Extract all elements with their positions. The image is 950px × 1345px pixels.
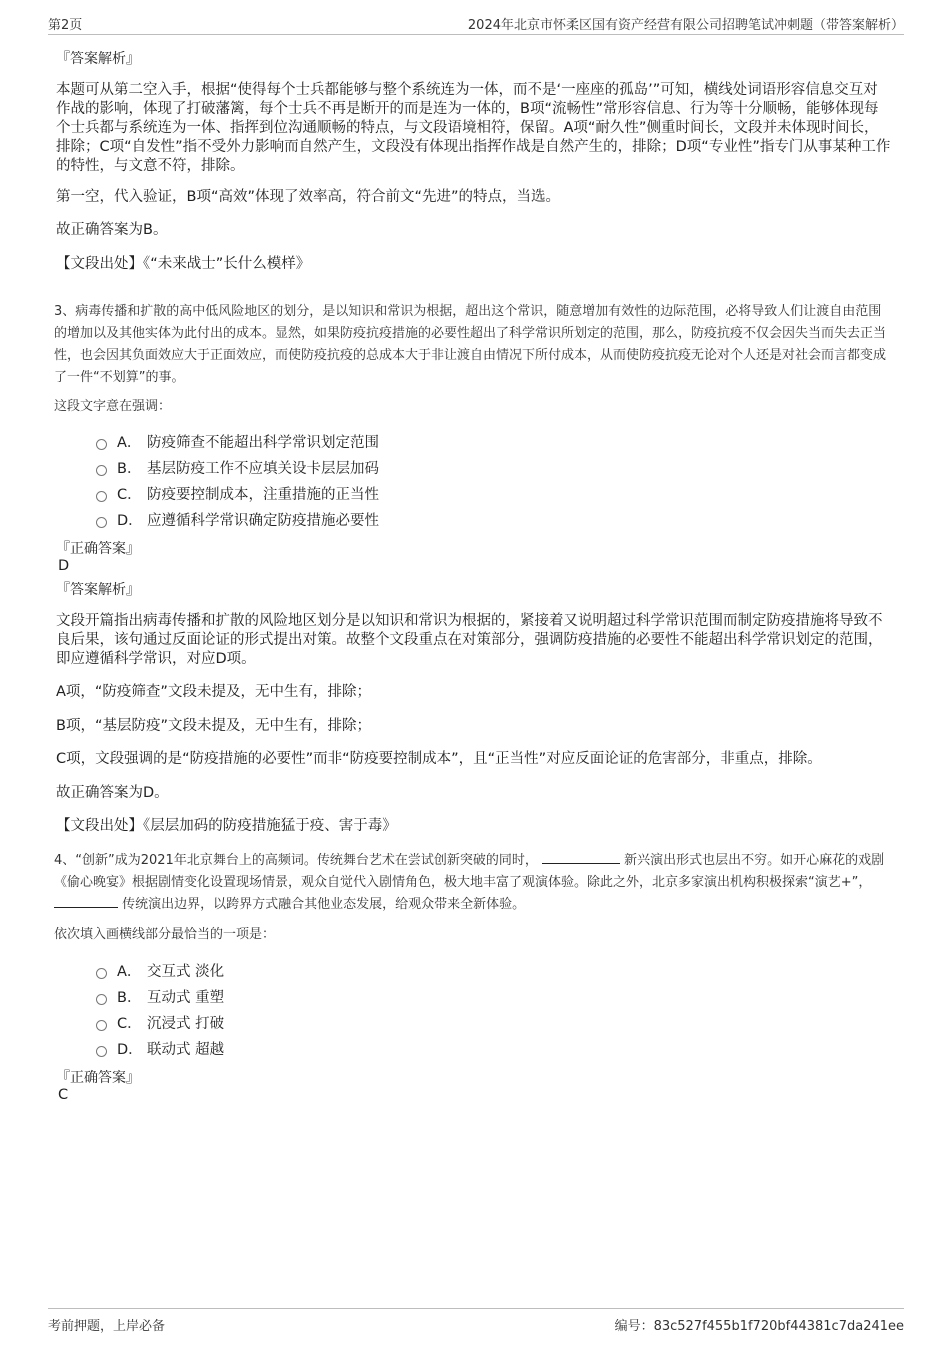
q3-analysis-para1: 文段开篇指出病毒传播和扩散的风险地区划分是以知识和常识为根据的，紧接着又说明超过科学常识范围而制定防疫措施将导致不良后果，该句通过反面论证的形式提出对策。故整个文段重点在对策部分，强调防疫措施的必要性不能超出科学常识划定的范围，即应遵循科学常识，对应D项。: [56, 613, 883, 667]
footer-serial: 编号：83c527f455b1f720bf44381c7da241ee: [614, 1319, 904, 1334]
q3-analysis-para4: C项，文段强调的是“防疫措施的必要性”而非“防疫要控制成本”，且“正当性”对应反面论证的危害部分，非重点，排除。: [56, 751, 822, 767]
q3-prompt: 这段文字意在强调：: [54, 399, 172, 414]
q3-option-b[interactable]: B． 基层防疫工作不应填关设卡层层加码: [96, 456, 379, 478]
q2-source: 【文段出处】《“未来战士”长什么模样》: [56, 256, 311, 272]
q2-analysis-para2: 第一空，代入验证，B项“高效”体现了效率高，符合前文“先进”的特点，当选。: [56, 189, 560, 205]
page-number: 第2页: [48, 18, 83, 33]
q3-stem: 3、病毒传播和扩散的高中低风险地区的划分，是以知识和常识为根据，超出这个常识，随意增加有效性的边际范围，必将导致人们让渡自由范围的增加以及其他实体为此付出的成本。显然，如果防疫抗疫措施的必要性超出了科学常识所划定的范围，那么，防疫抗疫不仅会因失当而失去正当性，也会因其负面效应大于正面效应，而使防疫抗疫的总成本大于非让渡自由情况下所付成本，从而使防疫抗疫无论对个人还是对社会而言都变成了一件“不划算”的事。: [54, 304, 887, 385]
q4-stem: 4、“创新”成为2021年北京舞台上的高频词。传统舞台艺术在尝试创新突破的同时， 新兴演出形式也层出不穷。如开心麻花的戏剧《偷心晚宴》根据剧情变化设置现场情景，观众自觉代入剧情角色，极大地丰富了观演体验。除此之外，北京多家演出机构积极探索“演艺+”， 传统演出边界，以跨界方式融合其他业态发展，给观众带来全新体验。: [54, 853, 885, 912]
q3-analysis-para2: A项，“防疫筛查”文段未提及，无中生有，排除；: [56, 684, 371, 700]
page-header: [48, 12, 904, 35]
q3-answer-label: 『正确答案』: [56, 541, 140, 557]
q2-analysis-para3: 故正确答案为B。: [56, 222, 168, 238]
page-footer: [48, 1308, 904, 1333]
radio-icon[interactable]: [96, 1046, 107, 1057]
fill-blank-1[interactable]: [542, 851, 620, 864]
q3-analysis-label: 『答案解析』: [56, 582, 140, 598]
q4-prompt: 依次填入画横线部分最恰当的一项是：: [54, 927, 276, 942]
document-title: 2024年北京市怀柔区国有资产经营有限公司招聘笔试冲刺题（带答案解析）: [467, 18, 904, 33]
q3-option-d[interactable]: D． 应遵循科学常识确定防疫措施必要性: [96, 508, 379, 530]
q3-source: 【文段出处】《层层加码的防疫措施猛于疫、害于毒》: [56, 818, 397, 834]
q3-analysis-para3: B项，“基层防疫”文段未提及，无中生有，排除；: [56, 718, 371, 734]
radio-icon[interactable]: [96, 1020, 107, 1031]
q2-analysis-para1: 本题可从第二空入手，根据“使得每个士兵都能够与整个系统连为一体，而不是‘一座座的孤岛’”可知，横线处词语形容信息交互对作战的影响，体现了打破藩篱，每个士兵不再是断开的而是连为一体的，B项“流畅性”常形容信息、行为等十分顺畅，能够体现每个士兵都与系统连为一体、指挥到位沟通顺畅的特点，与文段语境相符，保留。A项“耐久性”侧重时间长，文段并未体现时间长，排除；C项“自发性”指不受外力影响而自然产生，文段没有体现出指挥作战是自然产生的，排除；D项“专业性”指专门从事某种工作的特性，与文意不符，排除。: [56, 82, 891, 174]
q3-analysis-para5: 故正确答案为D。: [56, 785, 169, 801]
footer-slogan: 考前押题，上岸必备: [48, 1319, 166, 1334]
q3-option-c[interactable]: C． 防疫要控制成本，注重措施的正当性: [96, 482, 379, 504]
radio-icon[interactable]: [96, 994, 107, 1005]
radio-icon[interactable]: [96, 439, 107, 450]
q4-answer: C: [58, 1087, 69, 1103]
q4-option-c[interactable]: C． 沉浸式 打破: [96, 1011, 224, 1033]
q4-option-d[interactable]: D． 联动式 超越: [96, 1037, 224, 1059]
radio-icon[interactable]: [96, 517, 107, 528]
radio-icon[interactable]: [96, 491, 107, 502]
q3-answer: D: [58, 558, 70, 574]
q4-answer-label: 『正确答案』: [56, 1070, 140, 1086]
q4-option-b[interactable]: B． 互动式 重塑: [96, 985, 224, 1007]
q3-option-a[interactable]: A． 防疫筛查不能超出科学常识划定范围: [96, 430, 379, 452]
radio-icon[interactable]: [96, 465, 107, 476]
q4-option-a[interactable]: A． 交互式 淡化: [96, 959, 224, 981]
radio-icon[interactable]: [96, 968, 107, 979]
fill-blank-2[interactable]: [54, 895, 118, 908]
q2-analysis-label: 『答案解析』: [56, 51, 140, 67]
